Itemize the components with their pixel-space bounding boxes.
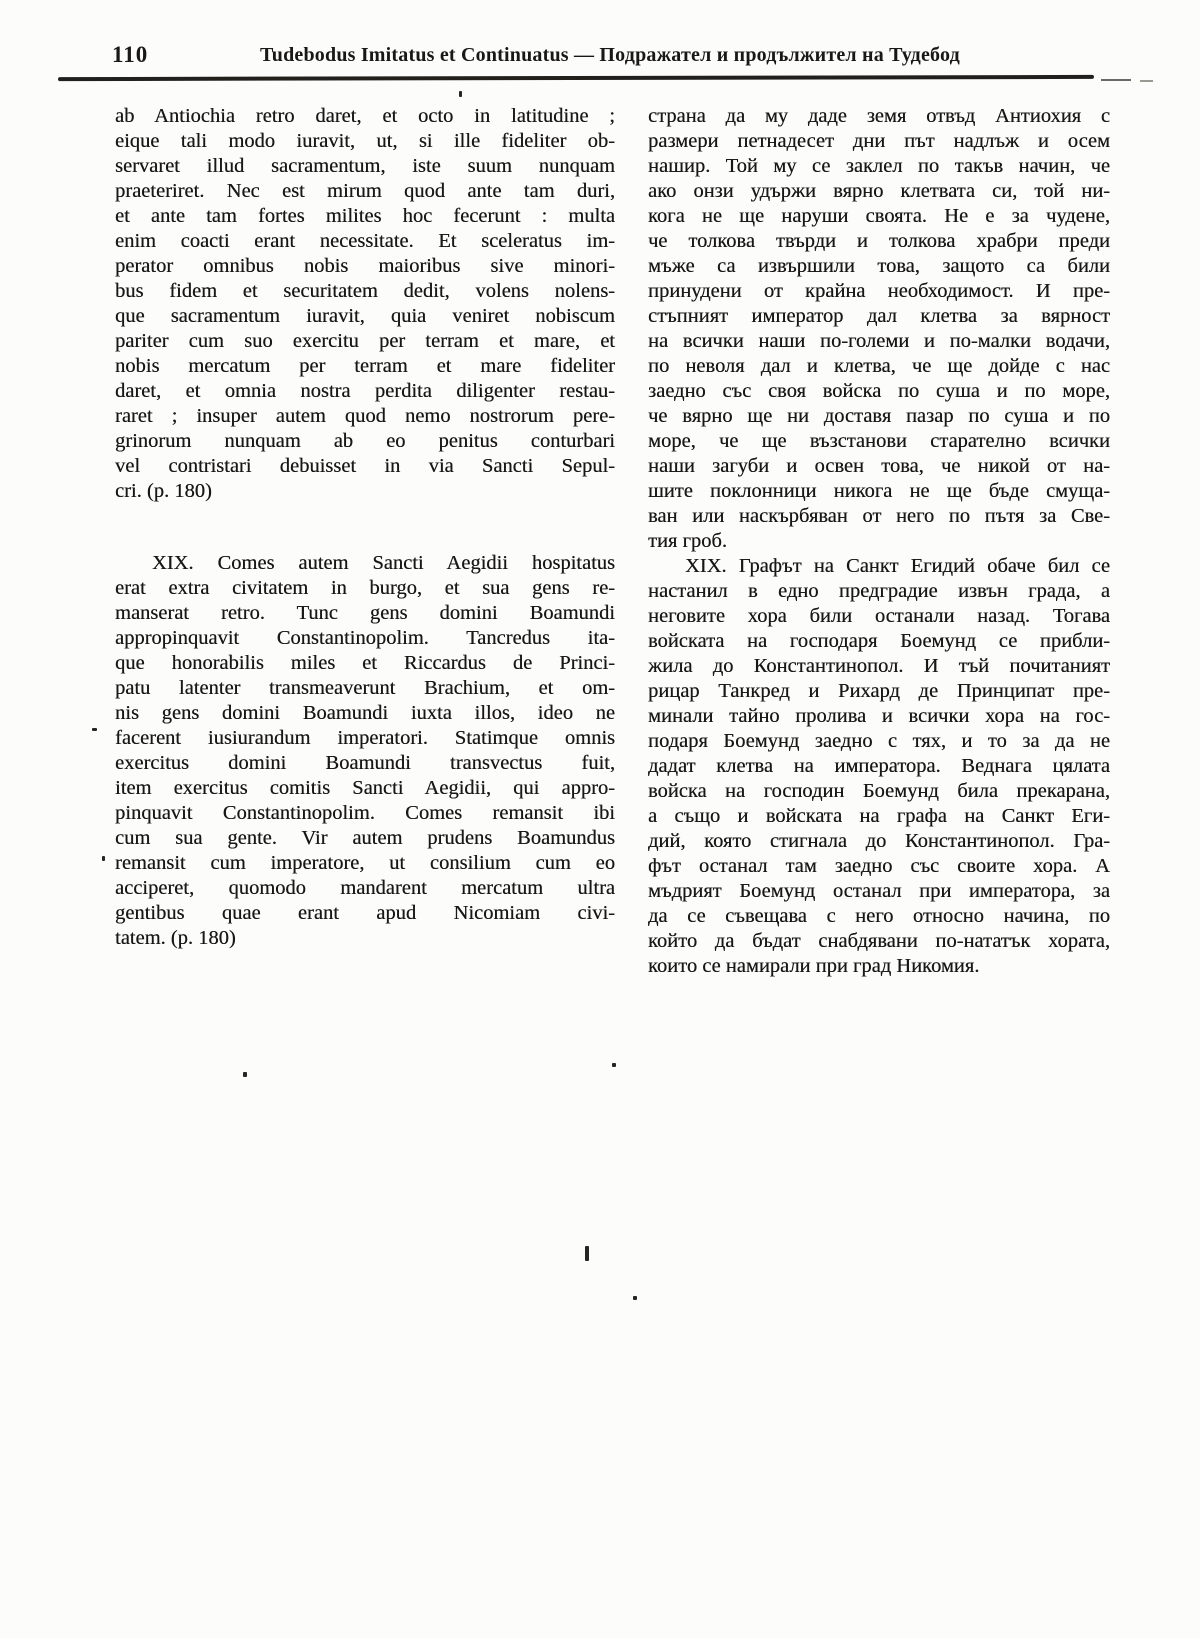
text-line: войска на господин Боемунд била прекарана, <box>648 780 1110 802</box>
text-line: който да бъдат снабдявани по-нататък хората, <box>648 930 1110 952</box>
text-line: tatem. (p. 180) <box>115 927 236 949</box>
text-line: XIX. Comes autem Sancti Aegidii hospitatus <box>152 552 615 574</box>
text-line: кога не ще наруши своята. Не е за чудене, <box>648 205 1110 227</box>
two-column-text-block <box>115 104 1110 979</box>
scan-speckle <box>633 1296 637 1300</box>
text-line: patu latenter transmeaverunt Brachium, et om- <box>115 677 615 699</box>
text-line: cri. (p. 180) <box>115 480 212 502</box>
text-line: подаря Боемунд заедно с тях, и то за да не <box>648 730 1110 752</box>
scan-speckle <box>102 856 105 861</box>
page-number: 110 <box>112 42 149 67</box>
text-line: ван или наскърбяван от него по пътя за Све- <box>648 505 1110 527</box>
header-rule-dash <box>1140 80 1153 82</box>
text-line: шите поклонници никога не ще бъде смуща- <box>648 480 1110 502</box>
scan-speckle <box>612 1063 616 1067</box>
text-line: acciperet, quomodo mandarent mercatum ultra <box>115 877 615 899</box>
text-line: да се съвещава с него относно начина, по <box>648 905 1110 927</box>
text-line: perator omnibus nobis maioribus sive minori- <box>115 255 615 277</box>
text-line: enim coacti erant necessitate. Et sceleratus im- <box>115 230 615 252</box>
text-line: cum sua gente. Vir autem prudens Boamundus <box>115 827 615 849</box>
header-rule-dash <box>1101 79 1131 81</box>
text-line: remansit cum imperatore, ut consilium cum eo <box>115 852 615 874</box>
text-line: страна да му даде земя отвъд Антиохия с <box>648 105 1110 127</box>
text-line: XIX. Графът на Санкт Егидий обаче бил се <box>685 555 1110 577</box>
text-line: pariter cum suo exercitu per terram et mare, et <box>115 330 615 352</box>
text-line: че вярно ще ни доставя пазар по суша и по <box>648 405 1110 427</box>
text-line: que sacramentum iuravit, quia veniret nobiscum <box>115 305 615 327</box>
text-line: item exercitus comitis Sancti Aegidii, qui appro- <box>115 777 615 799</box>
text-line: bus fidem et securitatem dedit, volens nolens- <box>115 280 615 302</box>
text-line: praeteriret. Nec est mirum quod ante tam duri, <box>115 180 615 202</box>
text-line: размери петнадесет дни път надлъж и осем <box>648 130 1110 152</box>
bulgarian-column <box>648 104 1110 979</box>
text-line: принудени от крайна необходимост. И пре- <box>648 280 1110 302</box>
text-line: по неволя дал и клетва, че ще дойде с нас <box>648 355 1110 377</box>
paragraph <box>115 551 615 951</box>
text-line: facerent iusiurandum imperatori. Statimque omnis <box>115 727 615 749</box>
text-line: нашир. Той му се заклел по такъв начин, че <box>648 155 1110 177</box>
text-line: exercitus domini Boamundi transvectus fuit, <box>115 752 615 774</box>
text-line: manserat retro. Tunc gens domini Boamundi <box>115 602 615 624</box>
text-line: дадат клетва на императора. Веднага цялата <box>648 755 1110 777</box>
text-line: на всички наши по-големи и по-малки водачи, <box>648 330 1110 352</box>
text-line: мъже са извършили това, защото са били <box>648 255 1110 277</box>
scan-speckle <box>459 91 462 97</box>
text-line: мъдрият Боемунд останал при императора, за <box>648 880 1110 902</box>
text-line: войската на господаря Боемунд се прибли- <box>648 630 1110 652</box>
text-line: vel contristari debuisset in via Sancti Sepul- <box>115 455 615 477</box>
text-line: grinorum nunquam ab eo penitus conturbari <box>115 430 615 452</box>
text-line: erat extra civitatem in burgo, et sua gens re- <box>115 577 615 599</box>
text-line: стъпният император дал клетва за вярност <box>648 305 1110 327</box>
text-line: ако онзи удържи вярно клетвата си, той ни- <box>648 180 1110 202</box>
text-line: рицар Танкред и Рихард де Принципат пре- <box>648 680 1110 702</box>
text-line: nobis mercatum per terram et mare fideliter <box>115 355 615 377</box>
text-line: gentibus quae erant apud Nicomiam civi- <box>115 902 615 924</box>
scan-speckle <box>243 1072 247 1077</box>
text-line: ab Antiochia retro daret, et octo in latitudine ; <box>115 105 615 127</box>
text-line: servaret illud sacramentum, iste suum nunquam <box>115 155 615 177</box>
text-line: que honorabilis miles et Riccardus de Princi- <box>115 652 615 674</box>
text-line: eique tali modo iuravit, ut, si ille fideliter ob- <box>115 130 615 152</box>
text-line: дий, която стигнала до Константинопол. Гра- <box>648 830 1110 852</box>
text-line: наши загуби и освен това, че никой от на- <box>648 455 1110 477</box>
text-line: appropinquavit Constantinopolim. Tancredus ita- <box>115 627 615 649</box>
text-line: raret ; insuper autem quod nemo nostrorum pere- <box>115 405 615 427</box>
page-header <box>0 42 1200 76</box>
paragraph <box>648 104 1110 554</box>
text-line: et ante tam fortes milites hoc fecerunt : multa <box>115 205 615 227</box>
text-line: тия гроб. <box>648 530 727 552</box>
text-line: минали тайно пролива и всички хора на гос- <box>648 705 1110 727</box>
scan-speckle <box>585 1246 589 1261</box>
text-line: неговите хора били останали назад. Тогава <box>648 605 1110 627</box>
text-line: които се намирали при град Никомия. <box>648 955 980 977</box>
latin-column <box>115 104 615 979</box>
text-line: настанил в едно предградие извън града, а <box>648 580 1110 602</box>
text-line: че толкова твърди и толкова храбри преди <box>648 230 1110 252</box>
text-line: а също и войската на графа на Санкт Еги- <box>648 805 1110 827</box>
paragraph <box>115 104 615 504</box>
scan-speckle <box>92 728 97 731</box>
paragraph <box>648 554 1110 979</box>
running-title: Tudebodus Imitatus et Continuatus — Подражател и продължител на Тудебод <box>260 44 960 66</box>
text-line: daret, et omnia nostra perdita diligenter restau- <box>115 380 615 402</box>
text-line: заедно със своя войска по суша и по море, <box>648 380 1110 402</box>
text-line: море, че ще възстанови старателно всички <box>648 430 1110 452</box>
text-line: pinquavit Constantinopolim. Comes remansit ibi <box>115 802 615 824</box>
text-line: фът останал там заедно със своите хора. А <box>648 855 1110 877</box>
text-line: nis gens domini Boamundi iuxta illos, ideo ne <box>115 702 615 724</box>
text-line: жила до Константинопол. И тъй почитаният <box>648 655 1110 677</box>
